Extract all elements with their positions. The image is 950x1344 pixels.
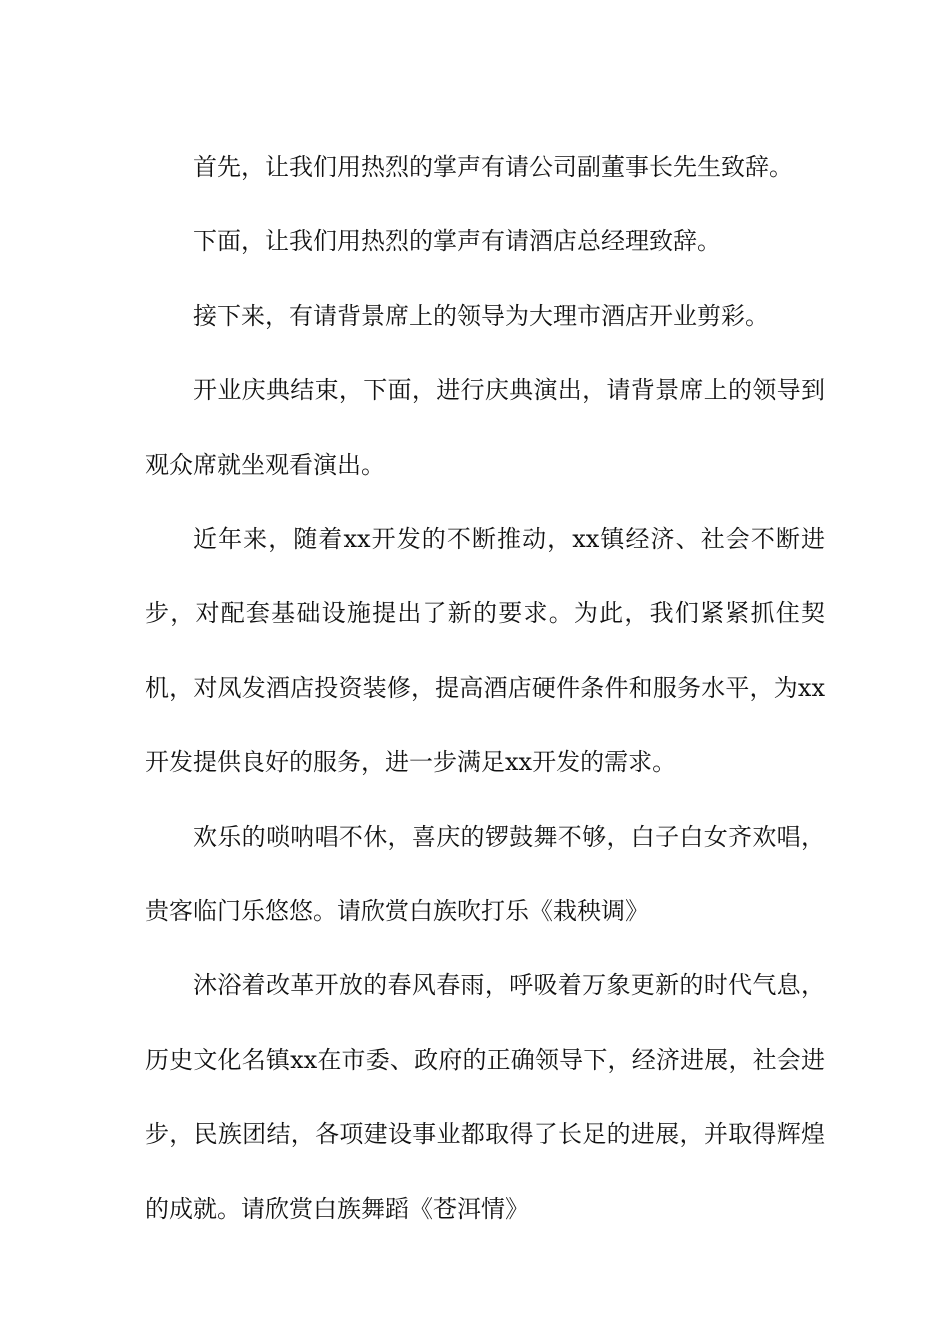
paragraph-6: 欢乐的唢呐唱不休，喜庆的锣鼓舞不够，白子白女齐欢唱，贵客临门乐悠悠。请欣赏白族吹打乐《栽秧调》 xyxy=(145,822,825,926)
paragraph-2: 下面，让我们用热烈的掌声有请酒店总经理致辞。 xyxy=(193,227,721,256)
paragraph-3: 接下来，有请背景席上的领导为大理市酒店开业剪彩。 xyxy=(193,301,769,330)
paragraph-5: 近年来，随着xx开发的不断推动，xx镇经济、社会不断进步，对配套基础设施提出了新的要求。为此，我们紧紧抓住契机，对凤发酒店投资装修，提高酒店硬件条件和服务水平，为xx开发提供良好的服务，进一步满足xx开发的需求。 xyxy=(145,525,825,777)
paragraph-4: 开业庆典结束，下面，进行庆典演出，请背景席上的领导到观众席就坐观看演出。 xyxy=(145,376,825,479)
paragraph-1: 首先，让我们用热烈的掌声有请公司副董事长先生致辞。 xyxy=(193,153,793,181)
paragraph-7: 沐浴着改革开放的春风春雨，呼吸着万象更新的时代气息，历史文化名镇xx在市委、政府的正确领导下，经济进展，社会进步，民族团结，各项建设事业都取得了长足的进展，并取得辉煌的成就。请欣赏白族舞蹈《苍洱情》 xyxy=(145,971,825,1223)
document-body xyxy=(145,130,825,1246)
